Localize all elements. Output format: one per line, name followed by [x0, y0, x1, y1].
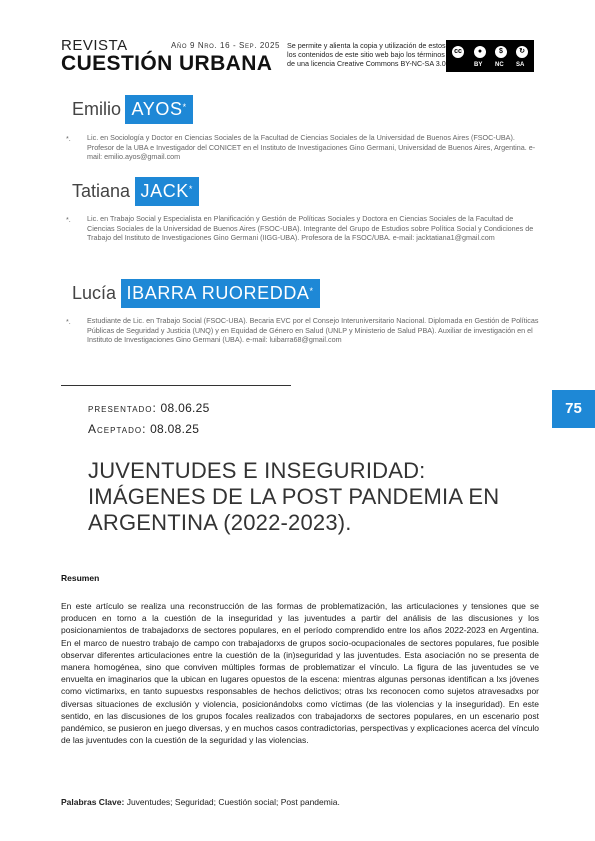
- article-title: JUVENTUDES E INSEGURIDAD: IMÁGENES DE LA POST PANDEMIA EN ARGENTINA (2022-2023).: [88, 458, 500, 535]
- author-affiliation-2: Lic. en Trabajo Social y Especialista en Planificación y Gestión de Políticas Sociales y Doctora en Ciencias Sociales de la Facultad de Ciencias Sociales de la Universidad de Buenos Aires (FSOC-UBA). Integrante del Grupo de Estudios sobre Política Social y Condiciones de Trabajo del Instituto de Investigaciones Gino Germani (IIGG-UBA). Profesora de la FSOC/UBA. e-mail: jacktatiana1@gmail.com: [87, 214, 534, 243]
- affiliation-mark: *.: [66, 317, 71, 326]
- by-icon: ●: [472, 44, 488, 60]
- author-affiliation-3: Estudiante de Lic. en Trabajo Social (FSOC-UBA). Becaria EVC por el Consejo Interuniversitario Nacional. Diplomada en Gestión de Políticas Públicas de Seguridad y Justicia (UNQ) y en Equidad de Género en Salud (UNLP y Ministerio de Salud PBA). Auxiliar de investigación en el Instituto de Investigaciones Gino Germani (UBA). e-mail: luibarra68@gmail.com: [87, 316, 539, 345]
- keywords: [61, 797, 539, 807]
- date-accepted: [88, 422, 199, 436]
- date-accepted-value: 08.08.25: [150, 422, 200, 436]
- sa-label: SA: [516, 62, 525, 68]
- license-text: Se permite y alienta la copia y utilización de estos los contenidos de este sitio web bajo los términos de una licencia Creative Commons BY-NC-SA 3.0: [287, 41, 446, 69]
- author-last-name: JACK*: [135, 177, 200, 206]
- by-label: BY: [474, 62, 483, 68]
- footnote-mark: *: [188, 184, 194, 194]
- abstract-heading: Resumen: [61, 573, 100, 583]
- author-affiliation-1: Lic. en Sociología y Doctor en Ciencias Sociales de la Facultad de Ciencias Sociales de la Universidad de Buenos Aires (FSOC-UBA). Profesor de la UBA e Investigador del CONICET en el Instituto de Investigaciones Gino Germani, Universidad de Buenos Aires, Argentina. e-mail: emilio.ayos@gmail.com: [87, 133, 536, 162]
- footnote-mark: *: [309, 286, 314, 296]
- abstract-body: En este artículo se realiza una reconstrucción de las formas de problematización, las articulaciones y tensiones que se producen en torno a la cuestión de la inseguridad y las juventudes a partir del análisis de las discusiones y los posicionamientos de trabajadorxs de sectores populares, en el período comprendido entre los años 2022-2023 en Argentina. En el marco de nuestro trabajo de campo con trabajadorxs de grupos socio-ocupacionales de sectores populares, fue posible observar diferentes articulaciones entre la cuestión de la (in)seguridad y las juventudes. Esta asociación no se presenta de manera homogénea, sino que conviven múltiples formas de problematizar el vínculo. La figura de las juventudes se ve envuelta en imaginarios que la ubican en lugares opuestos de la escena: mientras algunas personas identifican a lxs jóvenes como victimarixs, en tanto supuestxs responsables de hechos delictivos; otras lxs reconocen como sujetos atravesadxs por diversas situaciones de exclusión y violencia, posicionándolxs como víctimas (de las violencias y la inseguridad). En este sentido, en las discusiones de los grupos focales realizados con trabajadorxs de sectores populares, en un escenario post pandémico, se pusieron en juego diversas, y en muchos casos contradictorias, perspectivas y explicaciones acerca del vínculo de las juventudes con la cuestión de la seguridad y las violencias.: [61, 601, 539, 746]
- cc-icon: cc: [450, 44, 466, 60]
- affiliation-mark: *.: [66, 134, 71, 143]
- date-submitted-value: 08.06.25: [160, 401, 210, 415]
- footnote-mark: *: [182, 102, 187, 112]
- nc-label: NC: [495, 62, 504, 68]
- issue-info: Año 9 Nro. 16 - Sep. 2025: [171, 41, 281, 50]
- journal-name: CUESTIÓN URBANA: [61, 52, 273, 75]
- section-divider: [61, 385, 291, 386]
- creative-commons-badge[interactable]: [446, 40, 534, 72]
- page-number: 75: [552, 390, 595, 428]
- date-accepted-label: Aceptado:: [88, 422, 147, 436]
- author-name-1: [72, 98, 193, 120]
- author-name-3: [72, 282, 320, 304]
- author-first-name: Tatiana: [72, 181, 131, 201]
- keywords-label: Palabras Clave:: [61, 797, 125, 807]
- author-first-name: Lucía: [72, 283, 117, 303]
- keywords-value: Juventudes; Seguridad; Cuestión social; Post pandemia.: [126, 797, 340, 807]
- author-name-2: [72, 180, 199, 202]
- author-first-name: Emilio: [72, 99, 122, 119]
- date-submitted-label: presentado:: [88, 401, 157, 415]
- date-submitted: [88, 401, 210, 415]
- journal-label: REVISTA: [61, 37, 128, 54]
- nc-icon: $: [493, 44, 509, 60]
- author-last-name: AYOS*: [125, 95, 192, 124]
- author-last-name: IBARRA RUOREDDA*: [121, 279, 320, 308]
- affiliation-mark: *.: [66, 215, 71, 224]
- sa-icon: ↻: [514, 44, 530, 60]
